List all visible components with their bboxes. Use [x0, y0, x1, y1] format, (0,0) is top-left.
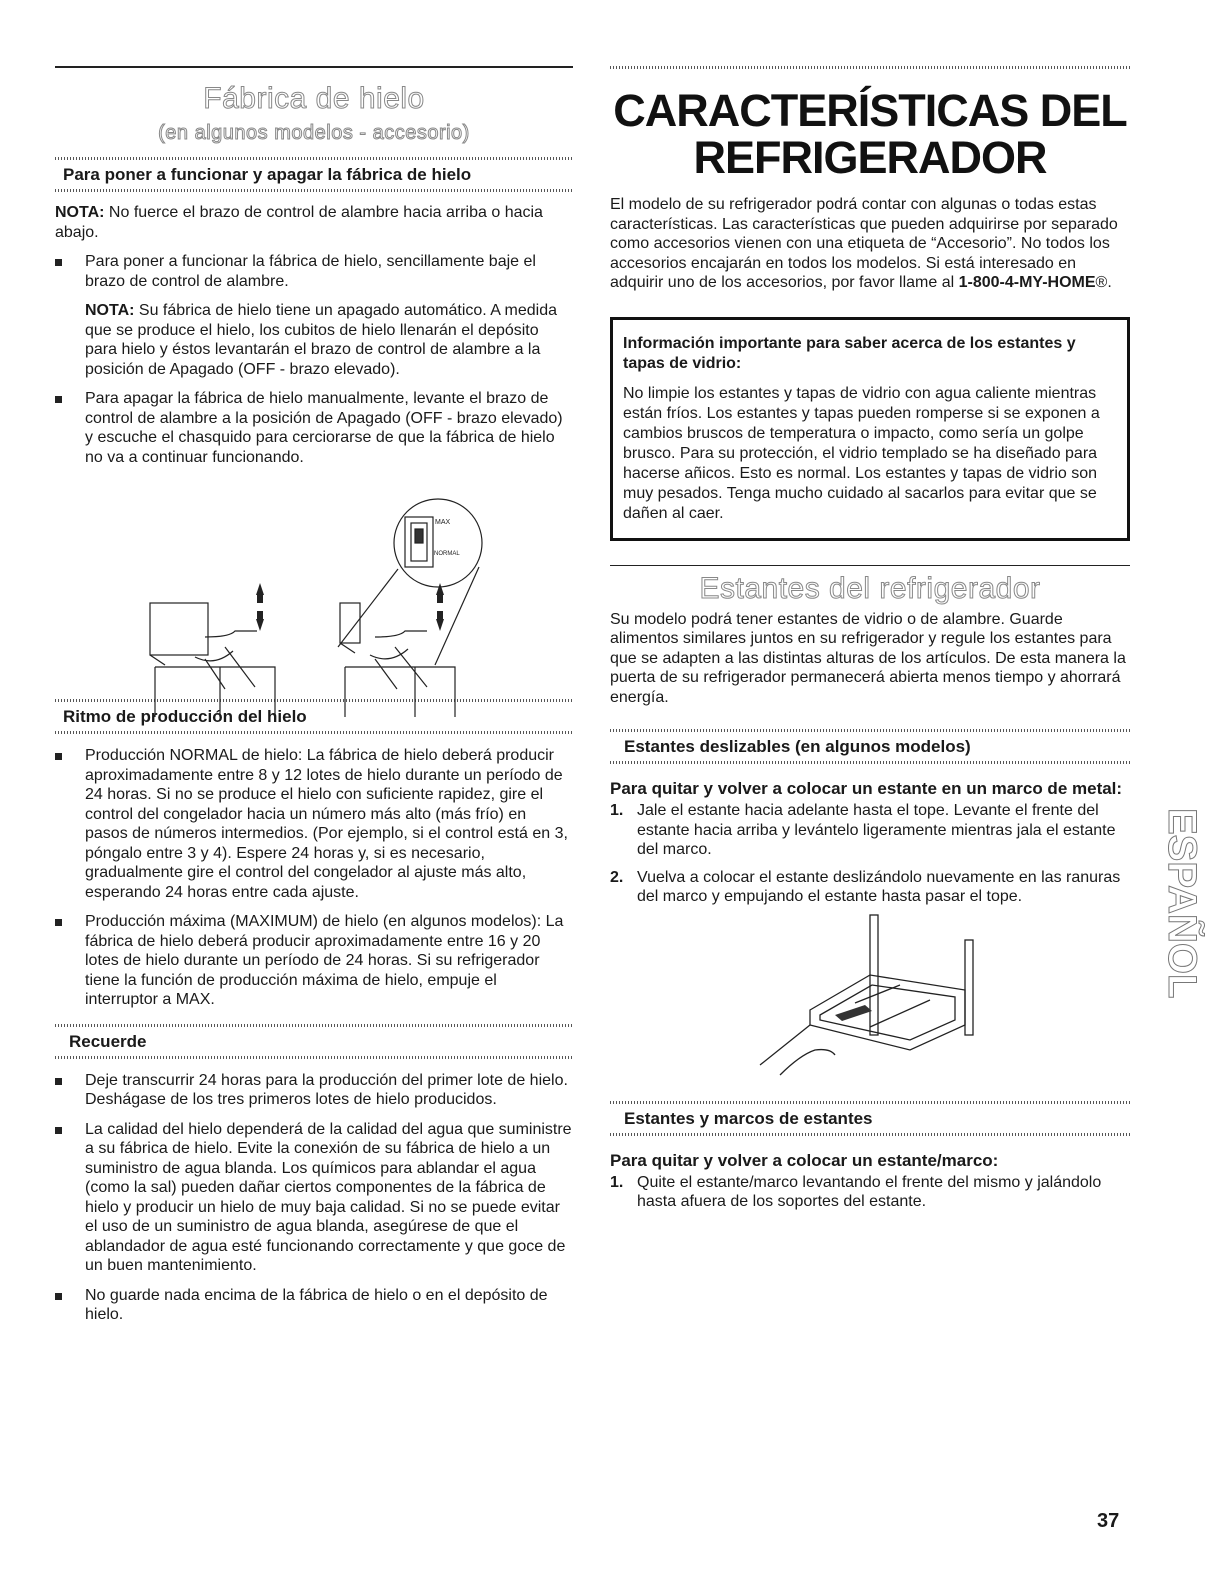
list-item: Deje transcurrir 24 horas para la producción del primer lote de hielo. Deshágase de los tres primeros lotes de hielo producidos.	[55, 1071, 573, 1110]
heading-remember: Recuerde	[69, 1031, 147, 1051]
remember-list	[55, 1071, 573, 1325]
divider	[55, 731, 573, 734]
side-tab-label: ESPAÑOL	[1160, 808, 1204, 999]
top-rule	[610, 66, 1130, 69]
right-column	[610, 66, 1130, 1220]
shelves-intro: Su modelo podrá tener estantes de vidrio o de alambre. Guarde alimentos similares juntos en su refrigerador y regule los estantes para que se adapten a las distintas alturas de los artículos. De esta manera la puerta de su refrigerador permanecerá abierta menos tiempo y ahorrará energía.	[610, 610, 1126, 706]
page-number: 37	[1097, 1510, 1120, 1532]
rate-list	[55, 746, 573, 1010]
top-rule	[55, 66, 573, 68]
ice-maker-figure	[55, 477, 573, 697]
sliding-shelf-figure	[610, 915, 1130, 1085]
heading-shelf-frames: Estantes y marcos de estantes	[624, 1108, 873, 1128]
list-item: Producción máxima (MAXIMUM) de hielo (en algunos modelos): La fábrica de hielo deberá producir aproximadamente entre 16 y 20 lotes de hielo durante un período de 24 horas. Si su refrigerador tiene la función de producción máxima de hielo, empuje el interruptor a MAX.	[55, 912, 573, 1010]
sliding-subheading: Para quitar y volver a colocar un estante en un marco de metal:	[610, 779, 1123, 798]
list-item: No guarde nada encima de la fábrica de hielo o en el depósito de hielo.	[55, 1286, 573, 1325]
list-item: Para poner a funcionar la fábrica de hielo, sencillamente baje el brazo de control de alambre. NOTA: Su fábrica de hielo tiene un apagado automático. A medida que se produce el hielo, los cubitos de hielo llenarán el depósito para hielo y éstos levantarán el brazo de control de alambre a la posición de Apagado (OFF - brazo elevado).	[55, 252, 573, 379]
divider	[55, 189, 573, 192]
note-paragraph: NOTA: Su fábrica de hielo tiene un apagado automático. A medida que se produce el hielo, los cubitos de hielo llenarán el depósito para hielo y éstos levantarán el brazo de control de alambre a la posición de Apagado (OFF - brazo elevado).	[85, 302, 557, 378]
list-item: 2. Vuelva a colocar el estante deslizándolo nuevamente en las ranuras del marco y empujando el estante hasta pasar el tope.	[610, 868, 1121, 905]
sliding-steps	[610, 801, 1130, 907]
heading-on-off: Para poner a funcionar y apagar la fábrica de hielo	[63, 165, 472, 184]
frames-steps	[610, 1173, 1130, 1212]
max-label: MAX	[435, 519, 451, 526]
section-subtitle: (en algunos modelos - accesorio)	[158, 122, 470, 144]
divider	[610, 565, 1130, 566]
normal-label: NORMAL	[434, 551, 460, 557]
list-item: Para apagar la fábrica de hielo manualmente, levante el brazo de control de alambre a la posición de Apagado (OFF - brazo elevado) y escuche el chasquido para cerciorarse de que la fábrica de hielo no va a continuar funcionando.	[55, 389, 573, 467]
on-off-list	[55, 252, 573, 467]
section-title-shelves: Estantes del refrigerador	[699, 571, 1041, 605]
divider	[55, 1056, 573, 1059]
list-item: La calidad del hielo dependerá de la calidad del agua que suministre a su fábrica de hielo. Evite la conexión de su fábrica de hielo a un suministro de agua blanda. Los químicos para ablandar el agua (como la sal) pueden dañar ciertos componentes de la fábrica de hielo y producir un hielo de muy baja calidad. Si no se puede evitar el uso de un suministro de agua blanda, asegúrese de que el ablandador de agua esté funcionando correctamente y que goce de un buen mantenimiento.	[55, 1120, 573, 1276]
page-title: CARACTERÍSTICAS DEL REFRIGERADOR	[613, 85, 1127, 183]
list-item: 1. Jale el estante hacia adelante hasta el tope. Levante el frente del estante hacia arriba y levántelo ligeramente mientras jala el estante del marco.	[610, 802, 1116, 858]
phone-number: 1-800-4-MY-HOME	[958, 274, 1096, 291]
important-info-box	[610, 317, 1130, 541]
list-item: 1. Quite el estante/marco levantando el frente del mismo y jalándolo hasta afuera de los soportes del estante.	[610, 1173, 1102, 1210]
section-title-ice-maker: Fábrica de hielo	[203, 82, 425, 115]
heading-rate: Ritmo de producción del hielo	[63, 707, 307, 726]
intro-paragraph: El modelo de su refrigerador podrá contar con algunas o todas estas características. Las características que pueden adquirirse por separado como accesorios vienen con una etiqueta de “Accesorio”. No todos los accesorios encajarán en todos los modelos. Si está interesado en adquirir uno de los accesorios, por favor llame al 1-800-4-MY-HOME®.	[610, 196, 1118, 291]
divider	[610, 761, 1130, 764]
heading-sliding-shelves: Estantes deslizables (en algunos modelos)	[624, 737, 971, 756]
frames-subheading: Para quitar y volver a colocar un estante/marco:	[610, 1150, 999, 1170]
list-item: Producción NORMAL de hielo: La fábrica de hielo deberá producir aproximadamente entre 8 y 12 lotes de hielo durante un período de 24 horas. Si no se produce el hielo con suficiente rapidez, gire el control del congelador hacia un número más alto (más frío) en pasos de números intermedios. (Por ejemplo, si el control está en 3, póngalo entre 3 y 4). Espere 24 horas y, si es necesario, gradualmente gire el control del congelador al ajuste más alto, esperando 24 horas entre cada ajuste.	[55, 746, 573, 902]
divider	[610, 1133, 1130, 1136]
box-heading: Información importante para saber acerca de los estantes y tapas de vidrio:	[623, 334, 1076, 372]
left-column	[55, 66, 573, 1335]
box-body: No limpie los estantes y tapas de vidrio con agua caliente mientras están fríos. Los estantes y tapas pueden romperse si se exponen a cambios bruscos de temperatura o impacto, como sería un golpe brusco. Para su protección, el vidrio templado se ha diseñado para hacerse añicos. Esto es normal. Los estantes y tapas de vidrio son muy pesados. Tenga mucho cuidado al sacarlos para evitar que se dañen al caer.	[623, 384, 1100, 522]
language-side-tab	[1148, 808, 1204, 1058]
note-paragraph: NOTA: No fuerce el brazo de control de alambre hacia arriba o hacia abajo.	[55, 204, 543, 241]
